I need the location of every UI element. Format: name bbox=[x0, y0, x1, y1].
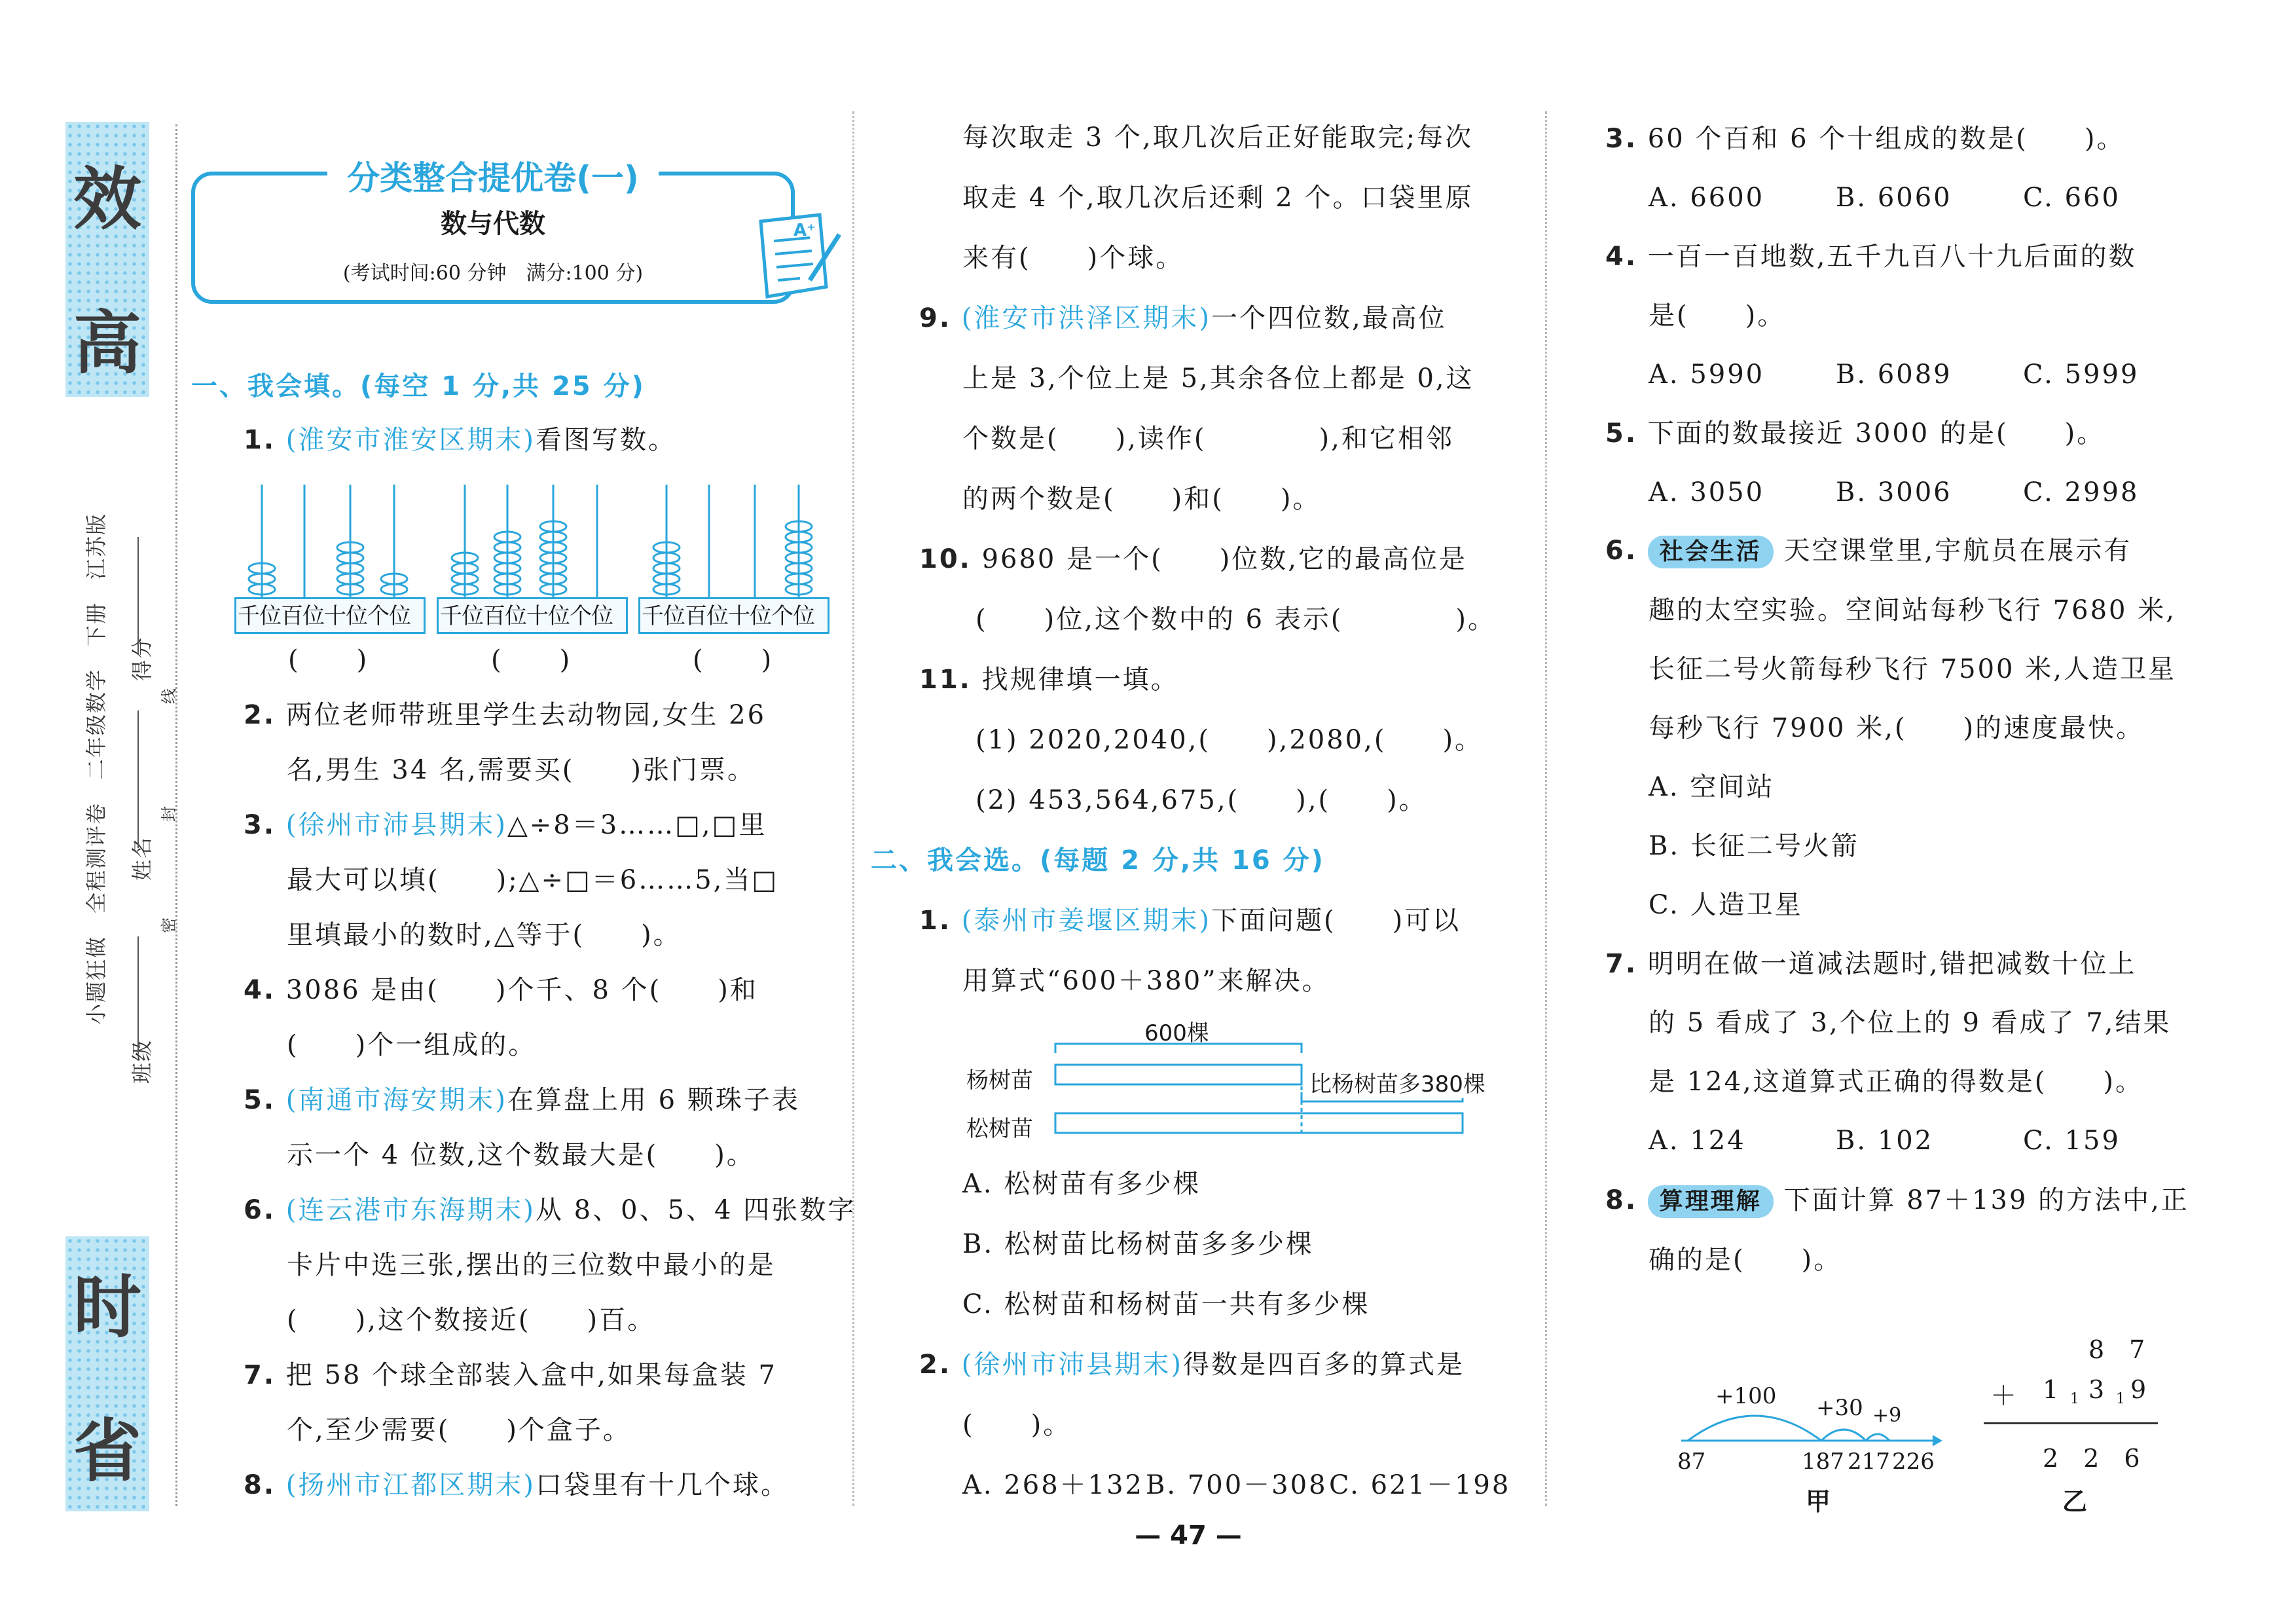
c1-q6-line3: ( ),这个数接近( )百。 bbox=[287, 1305, 656, 1335]
c2-q9-line1 bbox=[919, 305, 1447, 331]
c1-q6-source: (连云港市东海期末) bbox=[285, 1195, 536, 1225]
vertical-digit-3: 3 bbox=[2088, 1375, 2105, 1404]
vertical-plus-sign: ＋ bbox=[1990, 1381, 2016, 1411]
abacus-1-label: 千位百位十位个位 bbox=[234, 597, 426, 634]
c3-q7-option-c[interactable]: C. 159 bbox=[2023, 1126, 2121, 1156]
c3-q5-text: 下面的数最接近 3000 的是( )。 bbox=[1647, 418, 2105, 449]
c3-q5-num: 5. bbox=[1605, 418, 1638, 449]
c1-q6-line1 bbox=[244, 1197, 856, 1223]
c3-q5-option-a[interactable]: A. 3050 bbox=[1649, 477, 1765, 507]
c2-q9-line2: 上是 3,个位上是 5,其余各位上都是 0,这 bbox=[962, 363, 1474, 394]
c1-q3-l1: △÷8＝3……□,□里 bbox=[507, 810, 767, 840]
name-line bbox=[137, 710, 139, 848]
c1-q7-l1: 把 58 个球全部装入盒中,如果每盒装 7 bbox=[285, 1360, 777, 1390]
abacus-diagrams bbox=[229, 471, 838, 602]
c3-q4-line1 bbox=[1605, 244, 2136, 270]
method-b-label: 乙 bbox=[2062, 1487, 2088, 1516]
c2-s2q2-source: (徐州市沛县期末) bbox=[961, 1350, 1183, 1380]
series-line: 小题狂做 全程测评卷 二年级数学 下册 江苏版 bbox=[84, 512, 109, 1025]
c3-q3-option-a[interactable]: A. 6600 bbox=[1649, 183, 1765, 213]
page-subtitle: 数与代数 bbox=[441, 209, 545, 239]
vertical-digit-1: 1 bbox=[2043, 1375, 2059, 1404]
score-label: 得分 bbox=[130, 636, 155, 681]
c2-s2q1-option-b[interactable]: B. 松树苗比杨树苗多多少棵 bbox=[962, 1229, 1314, 1259]
vertical-result: 2 2 6 bbox=[2043, 1444, 2140, 1473]
svg-text:A⁺: A⁺ bbox=[793, 221, 816, 240]
c1-q7-line2: 个,至少需要( )个盒子。 bbox=[287, 1415, 631, 1445]
c3-q6-l1: 天空课堂里,宇航员在展示有 bbox=[1783, 536, 2132, 566]
jump-9-label: +9 bbox=[1872, 1404, 1902, 1427]
c1-q5-l1: 在算盘上用 6 颗珠子表 bbox=[507, 1085, 800, 1115]
c3-q6-option-b[interactable]: B. 长征二号火箭 bbox=[1649, 831, 1859, 861]
c3-q6-tag: 社会生活 bbox=[1648, 536, 1774, 568]
c1-q3-line3: 里填最小的数时,△等于( )。 bbox=[287, 920, 682, 950]
c3-q8-l1: 下面计算 87＋139 的方法中,正 bbox=[1783, 1185, 2189, 1215]
c1-q4-line2: ( )个一组成的。 bbox=[287, 1030, 537, 1060]
c3-q4-option-b[interactable]: B. 6089 bbox=[1836, 360, 1952, 390]
c2-s2q1-option-c[interactable]: C. 松树苗和杨树苗一共有多少棵 bbox=[962, 1289, 1370, 1320]
c2-s2q2-line2: ( )。 bbox=[962, 1410, 1072, 1440]
c2-q10-l1: 9680 是一个( )位数,它的最高位是 bbox=[981, 544, 1468, 574]
c2-q9-line3: 个数是( ),读作( ),和它相邻 bbox=[962, 424, 1454, 454]
c2-s2q2-l1: 得数是四百多的算式是 bbox=[1182, 1350, 1465, 1380]
c3-q7-l1: 明明在做一道减法题时,错把减数十位上 bbox=[1647, 949, 2137, 979]
class-line bbox=[137, 936, 139, 1054]
c3-q3-num: 3. bbox=[1605, 124, 1638, 154]
c1-q1 bbox=[244, 427, 676, 453]
c2-s2q1-l1: 下面问题( )可以 bbox=[1211, 906, 1461, 936]
c3-q3-text: 60 个百和 6 个十组成的数是( )。 bbox=[1647, 124, 2125, 154]
column-divider-1 bbox=[852, 111, 854, 1506]
c1-q3-line2: 最大可以填( );△÷□＝6……5,当□ bbox=[287, 865, 779, 895]
c2-q10-line2: ( )位,这个数中的 6 表示( )。 bbox=[975, 604, 1497, 635]
c1-q2-line2: 名,男生 34 名,需要买( )张门票。 bbox=[287, 755, 756, 785]
c1-q2-l1: 两位老师带班里学生去动物园,女生 26 bbox=[285, 700, 767, 730]
jump-30-label: +30 bbox=[1816, 1395, 1863, 1421]
c3-q8-line2: 确的是( )。 bbox=[1649, 1245, 1842, 1275]
c1-q5-line1 bbox=[244, 1087, 800, 1113]
bind-word-seal: 封 bbox=[160, 805, 178, 822]
section-1-heading: 一、我会填。(每空 1 分,共 25 分) bbox=[191, 371, 646, 401]
c1-q2-line1 bbox=[244, 702, 766, 728]
c1-q8-num: 8. bbox=[244, 1470, 276, 1500]
c2-s2q1-line1 bbox=[919, 908, 1461, 934]
abacus-3-label: 千位百位十位个位 bbox=[638, 597, 829, 634]
c3-q4-num: 4. bbox=[1605, 242, 1638, 272]
mark-87: 87 bbox=[1677, 1449, 1706, 1475]
c2-q9-line4: 的两个数是( )和( )。 bbox=[962, 484, 1321, 514]
c2-s2q2-option-a[interactable]: A. 268＋132 bbox=[962, 1470, 1144, 1500]
vertical-top-number: 8 7 bbox=[2088, 1335, 2145, 1364]
c2-s2q2-num: 2. bbox=[919, 1350, 952, 1380]
section-2-heading: 二、我会选。(每题 2 分,共 16 分) bbox=[871, 845, 1325, 876]
abacus-3-blank[interactable]: ( ) bbox=[693, 645, 774, 675]
name-label: 姓名 bbox=[130, 836, 155, 881]
c3-q6-line3: 长征二号火箭每秒飞行 7500 米,人造卫星 bbox=[1649, 654, 2176, 684]
page-number: — 47 — bbox=[1135, 1521, 1242, 1551]
c2-s2q1-source: (泰州市姜堰区期末) bbox=[961, 906, 1211, 936]
c3-q8-line1 bbox=[1605, 1185, 2189, 1218]
c1-q4-line1 bbox=[244, 977, 758, 1003]
c3-q7-option-a[interactable]: A. 124 bbox=[1649, 1126, 1746, 1156]
c2-s2q2-option-b[interactable]: B. 700－308 bbox=[1146, 1470, 1328, 1500]
c1-q2-num: 2. bbox=[244, 700, 276, 730]
c2-q11-part2: (2) 453,564,675,( ),( )。 bbox=[975, 785, 1427, 815]
c3-q7-line3: 是 124,这道算式正确的得数是( )。 bbox=[1649, 1067, 2143, 1097]
c1-q5-num: 5. bbox=[244, 1085, 276, 1115]
c2-q8-cont-1: 每次取走 3 个,取几次后正好能取完;每次 bbox=[962, 122, 1474, 153]
c2-q8-cont-2: 取走 4 个,取几次后还剩 2 个。口袋里原 bbox=[962, 183, 1474, 213]
c2-q11-line1 bbox=[919, 667, 1179, 693]
c2-q8-cont-3: 来有( )个球。 bbox=[962, 243, 1184, 273]
c1-q1-text: 看图写数。 bbox=[535, 425, 676, 455]
c3-q7-num: 7. bbox=[1605, 949, 1638, 979]
c3-q5-option-c[interactable]: C. 2998 bbox=[2023, 477, 2140, 507]
c3-q8-tag: 算理理解 bbox=[1648, 1185, 1774, 1218]
abacus-2-blank[interactable]: ( ) bbox=[491, 645, 572, 675]
c2-s2q2-option-c[interactable]: C. 621－198 bbox=[1329, 1470, 1511, 1500]
c2-q10-line1 bbox=[919, 546, 1467, 572]
bind-word-secret: 密 bbox=[160, 916, 178, 933]
method-a-label: 甲 bbox=[1806, 1487, 1831, 1516]
column-divider-2 bbox=[1545, 111, 1547, 1506]
page-title-text: 分类整合提优卷(一) bbox=[327, 159, 659, 197]
c3-q7-line1 bbox=[1605, 951, 2136, 977]
c1-q1-num: 1. bbox=[244, 425, 276, 455]
mark-217: 217 bbox=[1848, 1449, 1890, 1475]
c1-q5-source: (南通市海安期末) bbox=[285, 1085, 507, 1115]
page-title bbox=[191, 152, 795, 199]
diagram-extra-label: 比杨树苗多380棵 bbox=[1308, 1066, 1487, 1098]
carry-mark-1: 1 bbox=[2070, 1391, 2079, 1407]
c2-q9-l1: 一个四位数,最高位 bbox=[1211, 303, 1447, 333]
bind-word-line: 线 bbox=[160, 687, 178, 704]
c2-q9-num: 9. bbox=[919, 303, 952, 333]
c3-q5-option-b[interactable]: B. 3006 bbox=[1836, 477, 1952, 507]
c3-q4-l1: 一百一百地数,五千九百八十九后面的数 bbox=[1647, 242, 2137, 272]
diagram-poplar-label: 杨树苗 bbox=[966, 1067, 1033, 1094]
number-line-diagram bbox=[1676, 1369, 1951, 1454]
c1-q3-source: (徐州市沛县期末) bbox=[285, 810, 507, 840]
abacus-2-label: 千位百位十位个位 bbox=[437, 597, 628, 634]
c3-q8-num: 8. bbox=[1605, 1185, 1638, 1215]
c2-q9-source: (淮安市洪泽区期末) bbox=[961, 303, 1211, 333]
diagram-total-label: 600棵 bbox=[1144, 1020, 1209, 1046]
vertical-digit-9: 9 bbox=[2130, 1375, 2147, 1404]
c1-q6-num: 6. bbox=[244, 1195, 276, 1225]
c2-q10-num: 10. bbox=[919, 544, 972, 574]
c2-s2q1-option-a[interactable]: A. 松树苗有多少棵 bbox=[962, 1169, 1201, 1199]
c1-q6-line2: 卡片中选三张,摆出的三位数中最小的是 bbox=[287, 1250, 776, 1280]
c1-q8-text: 口袋里有十几个球。 bbox=[535, 1470, 789, 1500]
diagram-pine-label: 松树苗 bbox=[966, 1116, 1033, 1142]
seal-char-gao: 效 bbox=[73, 159, 141, 239]
c3-q4-option-c[interactable]: C. 5999 bbox=[2023, 360, 2140, 390]
c3-q7-option-b[interactable]: B. 102 bbox=[1836, 1126, 1934, 1156]
seal-char-xiao: 高 bbox=[73, 303, 141, 383]
c3-q5-line1 bbox=[1605, 420, 2105, 447]
c3-q6-num: 6. bbox=[1605, 536, 1638, 566]
c3-q6-line4: 每秒飞行 7900 米,( )的速度最快。 bbox=[1649, 713, 2145, 743]
mark-187: 187 bbox=[1802, 1449, 1844, 1475]
c3-q6-option-a[interactable]: A. 空间站 bbox=[1649, 772, 1775, 802]
c3-q7-line2: 的 5 看成了 3,个位上的 9 看成了 7,结果 bbox=[1649, 1008, 2172, 1038]
vertical-sum-line bbox=[1984, 1422, 2158, 1424]
c2-q11-num: 11. bbox=[919, 665, 972, 695]
c3-q4-option-a[interactable]: A. 5990 bbox=[1649, 360, 1765, 390]
c2-s2q1-line2: 用算式“600＋380”来解决。 bbox=[962, 966, 1330, 996]
c1-q8-source: (扬州市江都区期末) bbox=[285, 1470, 536, 1500]
c3-q4-line2: 是( )。 bbox=[1649, 301, 1786, 331]
c1-q7-line1 bbox=[244, 1362, 777, 1388]
seal-char-sheng: 省 bbox=[73, 1411, 141, 1491]
c2-s2q1-num: 1. bbox=[919, 906, 952, 936]
c1-q4-l1: 3086 是由( )个千、8 个( )和 bbox=[285, 975, 758, 1005]
seal-char-shi: 时 bbox=[73, 1267, 141, 1347]
c2-q11-part1: (1) 2020,2040,( ),2080,( )。 bbox=[975, 725, 1484, 755]
c3-q6-line2: 趣的太空实验。空间站每秒飞行 7680 米, bbox=[1649, 595, 2176, 625]
c3-q3-option-c[interactable]: C. 660 bbox=[2023, 183, 2121, 213]
abacus-1-blank[interactable]: ( ) bbox=[288, 645, 369, 675]
c1-q3-num: 3. bbox=[244, 810, 276, 840]
c1-q5-line2: 示一个 4 位数,这个数最大是( )。 bbox=[287, 1140, 755, 1170]
c1-q3-line1 bbox=[244, 812, 767, 838]
score-line bbox=[137, 537, 139, 655]
c2-q11-text: 找规律填一填。 bbox=[981, 665, 1179, 695]
c2-s2q2-line1 bbox=[919, 1352, 1465, 1378]
c1-q4-num: 4. bbox=[244, 975, 276, 1005]
c1-q8-line1 bbox=[244, 1472, 789, 1498]
class-label: 班级 bbox=[130, 1039, 155, 1084]
c1-q7-num: 7. bbox=[244, 1360, 276, 1390]
carry-mark-2: 1 bbox=[2116, 1391, 2125, 1407]
c1-q1-source: (淮安市淮安区期末) bbox=[285, 425, 536, 455]
c3-q3-option-b[interactable]: B. 6060 bbox=[1836, 183, 1952, 213]
exam-info: (考试时间:60 分钟 满分:100 分) bbox=[342, 262, 644, 285]
c3-q6-option-c[interactable]: C. 人造卫星 bbox=[1649, 890, 1803, 920]
c3-q3-line1 bbox=[1605, 126, 2124, 152]
c1-q6-l1: 从 8、0、5、4 四张数字 bbox=[535, 1195, 856, 1225]
bind-dotted-line bbox=[175, 124, 177, 1506]
exam-paper-icon bbox=[748, 208, 846, 306]
c3-q6-line1 bbox=[1605, 536, 2132, 568]
jump-100-label: +100 bbox=[1715, 1383, 1777, 1409]
mark-226: 226 bbox=[1892, 1449, 1935, 1475]
